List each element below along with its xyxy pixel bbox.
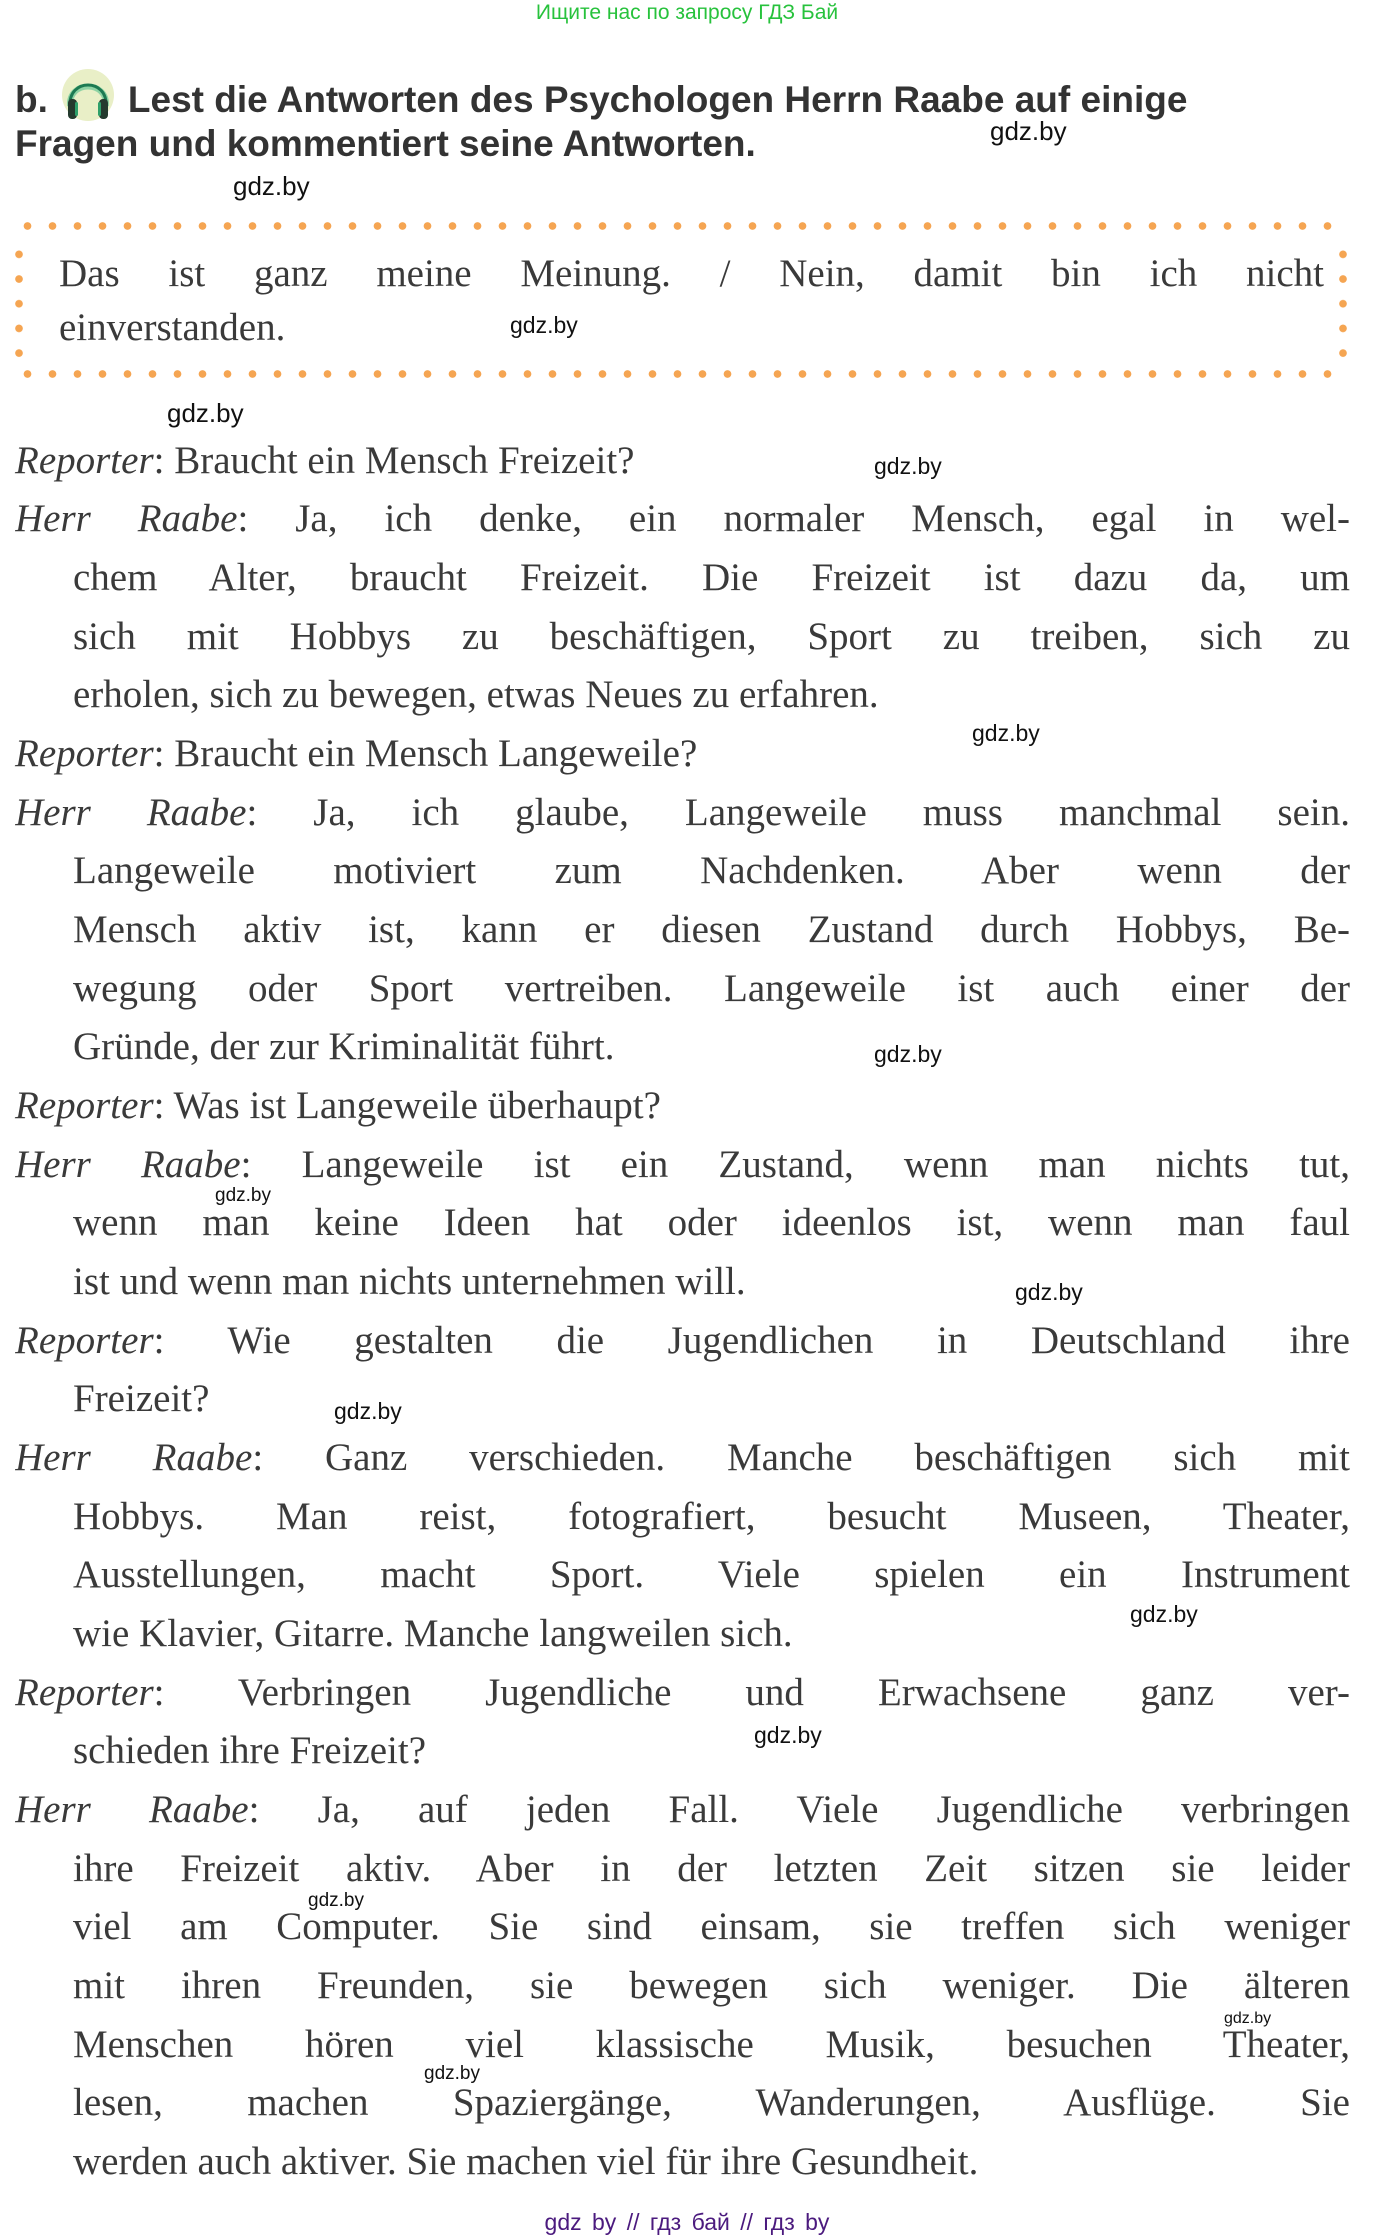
exercise-heading-line-2: Fragen und kommentiert seine Antworten. [15, 123, 756, 164]
speaker-label: Herr Raabe [15, 1436, 253, 1479]
speaker-label: Herr Raabe [15, 497, 238, 540]
dialogue-line: wegung oder Sport vertreiben. Langeweile ist auch einer der [73, 967, 1350, 1010]
dialogue-line: Ausstellungen, macht Sport. Viele spielen ein Instrument [73, 1553, 1350, 1596]
speaker-label: Reporter [15, 439, 154, 482]
dialogue-line: schieden ihre Freizeit? [73, 1729, 426, 1772]
phrase-box-border-bottom [15, 370, 1347, 378]
dialogue-line: Herr Raabe: Ganz verschieden. Manche beschäftigen sich mit [15, 1436, 1350, 1479]
dialogue-line: Gründe, der zur Kriminalität führt. [73, 1025, 615, 1068]
dialogue-line: Menschen hören viel klassische Musik, besuchen Theater, [73, 2023, 1350, 2066]
dialogue-line: chem Alter, braucht Freizeit. Die Freizeit ist dazu da, um [73, 556, 1350, 599]
speaker-label: Reporter [15, 1084, 154, 1127]
watermark: gdz.by [754, 1722, 822, 1748]
watermark: gdz.by [167, 398, 244, 428]
watermark: gdz.by [1224, 2010, 1272, 2027]
watermark: gdz.by [308, 1890, 364, 1911]
dialogue-line: Mensch aktiv ist, kann er diesen Zustand durch Hobbys, Be- [73, 908, 1350, 951]
dialogue-line: Herr Raabe: Ja, ich glaube, Langeweile muss manchmal sein. [15, 791, 1350, 834]
dialogue-line: Hobbys. Man reist, fotografiert, besucht Museen, Theater, [73, 1495, 1350, 1538]
phrase-box-border-right [1339, 242, 1347, 366]
phrase-box-border-top [15, 222, 1347, 230]
dialogue-line: Freizeit? [73, 1377, 210, 1420]
dialogue-line: Herr Raabe: Ja, ich denke, ein normaler Mensch, egal in wel- [15, 497, 1350, 540]
dialogue-line: erholen, sich zu bewegen, etwas Neues zu erfahren. [73, 673, 879, 716]
top-banner: Ищите нас по запросу ГДЗ Бай [535, 1, 839, 24]
dialogue-line: lesen, machen Spaziergänge, Wanderungen, Ausflüge. Sie [73, 2081, 1350, 2124]
speaker-label: Herr Raabe [15, 1788, 249, 1831]
watermark: gdz.by [990, 116, 1067, 146]
dialogue-line: viel am Computer. Sie sind einsam, sie treffen sich weniger [73, 1905, 1350, 1948]
exercise-number: b. [15, 79, 48, 120]
dialogue-line: Reporter: Was ist Langeweile überhaupt? [15, 1084, 661, 1127]
phrase-box [15, 222, 1347, 378]
dialogue-line: ihre Freizeit aktiv. Aber in der letzten Zeit sitzen sie leider [73, 1847, 1350, 1890]
dialogue-line: mit ihren Freunden, sie bewegen sich weniger. Die älteren [73, 1964, 1350, 2007]
dialogue-line: Reporter: Braucht ein Mensch Langeweile? [15, 732, 698, 775]
speaker-label: Reporter [15, 1671, 154, 1714]
dialogue-line: Reporter: Wie gestalten die Jugendlichen in Deutschland ihre [15, 1319, 1350, 1362]
speaker-label: Herr Raabe [15, 791, 247, 834]
watermark: gdz.by [233, 171, 310, 201]
speaker-label: Herr Raabe [15, 1143, 241, 1186]
dialogue-line: Langeweile motiviert zum Nachdenken. Aber wenn der [73, 849, 1350, 892]
heading-text-1: Lest die Antworten des Psychologen Herrn Raabe auf einige [127, 79, 1188, 120]
watermark: gdz.by [972, 720, 1040, 746]
dialogue-line: Reporter: Braucht ein Mensch Freizeit? [15, 439, 635, 482]
phrase-box-border-left [15, 242, 23, 366]
dialogue-line: wie Klavier, Gitarre. Manche langweilen sich. [73, 1612, 793, 1655]
watermark: gdz.by [334, 1398, 402, 1424]
speaker-label: Reporter [15, 1319, 154, 1362]
exercise-heading-line-1 [15, 66, 1360, 122]
phrase-box-line-2: einverstanden. [59, 306, 286, 349]
watermark: gdz.by [424, 2063, 480, 2084]
watermark: gdz.by [874, 453, 942, 479]
dialogue-line: sich mit Hobbys zu beschäftigen, Sport zu treiben, sich zu [73, 615, 1350, 658]
headphones-icon[interactable] [60, 66, 116, 122]
footer-watermark: gdz by // гдз бай // гдз by [544, 2209, 830, 2235]
dialogue-line: Herr Raabe: Ja, auf jeden Fall. Viele Jugendliche verbringen [15, 1788, 1350, 1831]
phrase-box-line-1: Das ist ganz meine Meinung. / Nein, damit bin ich nicht [59, 252, 1324, 295]
watermark: gdz.by [1130, 1601, 1198, 1627]
watermark: gdz.by [1015, 1279, 1083, 1305]
watermark: gdz.by [215, 1185, 271, 1206]
dialogue-line: Reporter: Verbringen Jugendliche und Erwachsene ganz ver- [15, 1671, 1350, 1714]
watermark: gdz.by [510, 312, 578, 338]
dialogue-line: werden auch aktiver. Sie machen viel für ihre Gesundheit. [73, 2140, 979, 2183]
speaker-label: Reporter [15, 732, 154, 775]
dialogue-line: wenn man keine Ideen hat oder ideenlos ist, wenn man faul [73, 1201, 1350, 1244]
watermark: gdz.by [874, 1041, 942, 1067]
dialogue-line: ist und wenn man nichts unternehmen will. [73, 1260, 746, 1303]
dialogue-line: Herr Raabe: Langeweile ist ein Zustand, wenn man nichts tut, [15, 1143, 1350, 1186]
